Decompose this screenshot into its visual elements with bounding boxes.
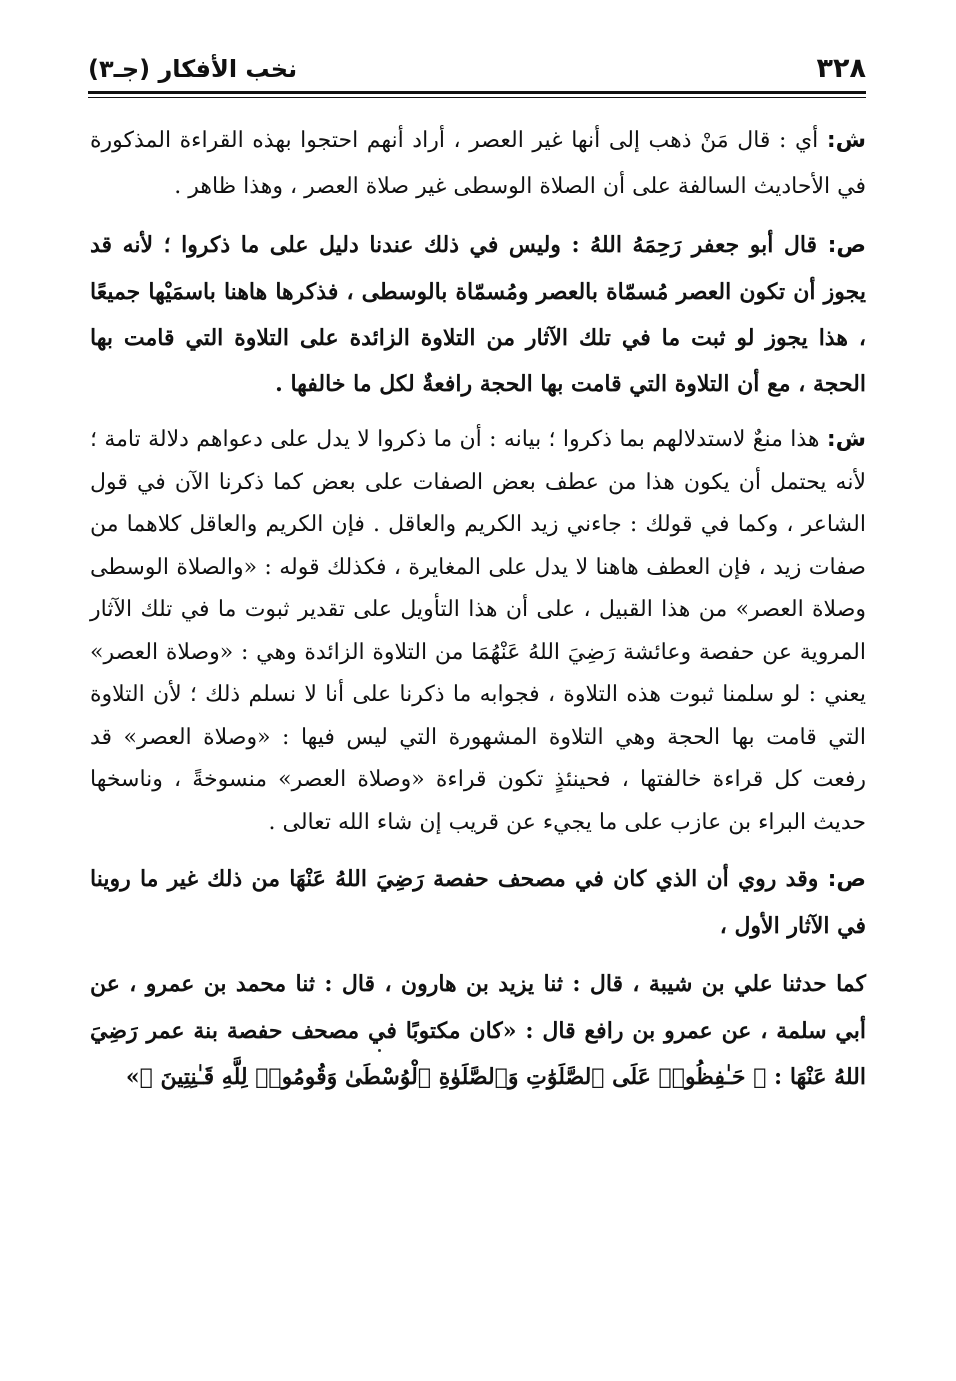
paragraph-source-text-2 [90,856,866,949]
book-title: نخب الأفكار (جـ٣) [88,55,298,83]
header-rule-thick [88,91,866,94]
stray-dot [378,1049,381,1052]
paragraph-marker: ش: [826,427,866,452]
page-number: ٣٢٨ [816,53,866,84]
paragraph-text: وقد روي أن الذي كان في مصحف حفصة رَضِيَ اللهُ عَنْهَا من ذلك غير ما روينا في الآثار الأول ، [90,866,866,939]
paragraph-text: هذا منعٌ لاستدلالهم بما ذكروا ؛ بيانه : أن ما ذكروا لا يدل على دعواهم دلالة تامة ؛ لأنه يحتمل أن يكون هذا من عطف بعض الصفات على بعض كما ذكرنا الآن في قول الشاعر ، وكما في قولك : جاءني زيد الكريم والعاقل . فإن الكريم والعاقل كلاهما من صفات زيد ، فإن العطف هاهنا لا يدل على المغايرة ، فكذلك قوله : «والصلاة الوسطى وصلاة العصر» من هذا القبيل ، على أن هذا التأويل على تقدير ثبوت ما في تلك الآثار المروية عن حفصة وعائشة رَضِيَ اللهُ عَنْهُمَا من التلاوة الزائدة وهي : «وصلاة العصر» يعني : لو سلمنا ثبوت هذه التلاوة ، فجوابه ما ذكرنا على أنا لا نسلم ذلك ؛ لأن التلاوة التي قامت بها الحجة وهي التلاوة المشهورة التي ليس فيها : «وصلاة العصر» قد رفعت كل قراءة خالفتها ، فحينئذٍ تكون قراءة «وصلاة العصر» منسوخةً ، وناسخها حديث البراء بن عازب على ما يجيء عن قريب إن شاء الله تعالى . [90,427,867,835]
paragraph-commentary-2 [90,419,866,844]
header-rule-thin [88,97,866,98]
body-text [90,118,866,1112]
paragraph-commentary-1 [90,118,866,210]
page-header [88,48,866,92]
paragraph-marker: ص: [827,867,866,892]
paragraph-text: قال أبو جعفر رَحِمَهُ اللهُ : وليس في ذلك عندنا دليل على ما ذكروا ؛ لأنه قد يجوز أن تكون العصر مُسمّاة بالعصر ومُسمّاة بالوسطى ، فذكرها هاهنا باسمَيْها جميعًا ، هذا يجوز لو ثبت ما في تلك الآثار من التلاوة الزائدة على التلاوة التي قامت بها الحجة ، مع أن التلاوة التي قامت بها الحجة رافعةٌ لكل ما خالفها . [90,232,866,397]
paragraph-text: كما حدثنا علي بن شيبة ، قال : ثنا يزيد بن هارون ، قال : ثنا محمد بن عمرو ، عن أبي سلمة ، عن عمرو بن رافع قال : «كان مكتوبًا في مصحف حفصة بنة عمر رَضِيَ اللهُ عَنْهَا : ﴿ حَـٰفِظُوا۟ عَلَى ٱلصَّلَوَٰتِ وَٱلصَّلَوٰةِ ٱلْوُسْطَىٰ وَقُومُوا۟ لِلَّهِ قَـٰنِتِينَ ﴾» [90,971,866,1090]
paragraph-marker: ش: [826,128,866,153]
paragraph-source-text-1 [90,222,866,407]
paragraph-hadith-chain [90,961,866,1100]
paragraph-marker: ص: [827,233,866,258]
paragraph-text: أي : قال مَنْ ذهب إلى أنها غير العصر ، أراد أنهم احتجوا بهذه القراءة المذكورة في الأحاديث السالفة على أن الصلاة الوسطى غير صلاة العصر ، وهذا ظاهر . [90,128,866,199]
